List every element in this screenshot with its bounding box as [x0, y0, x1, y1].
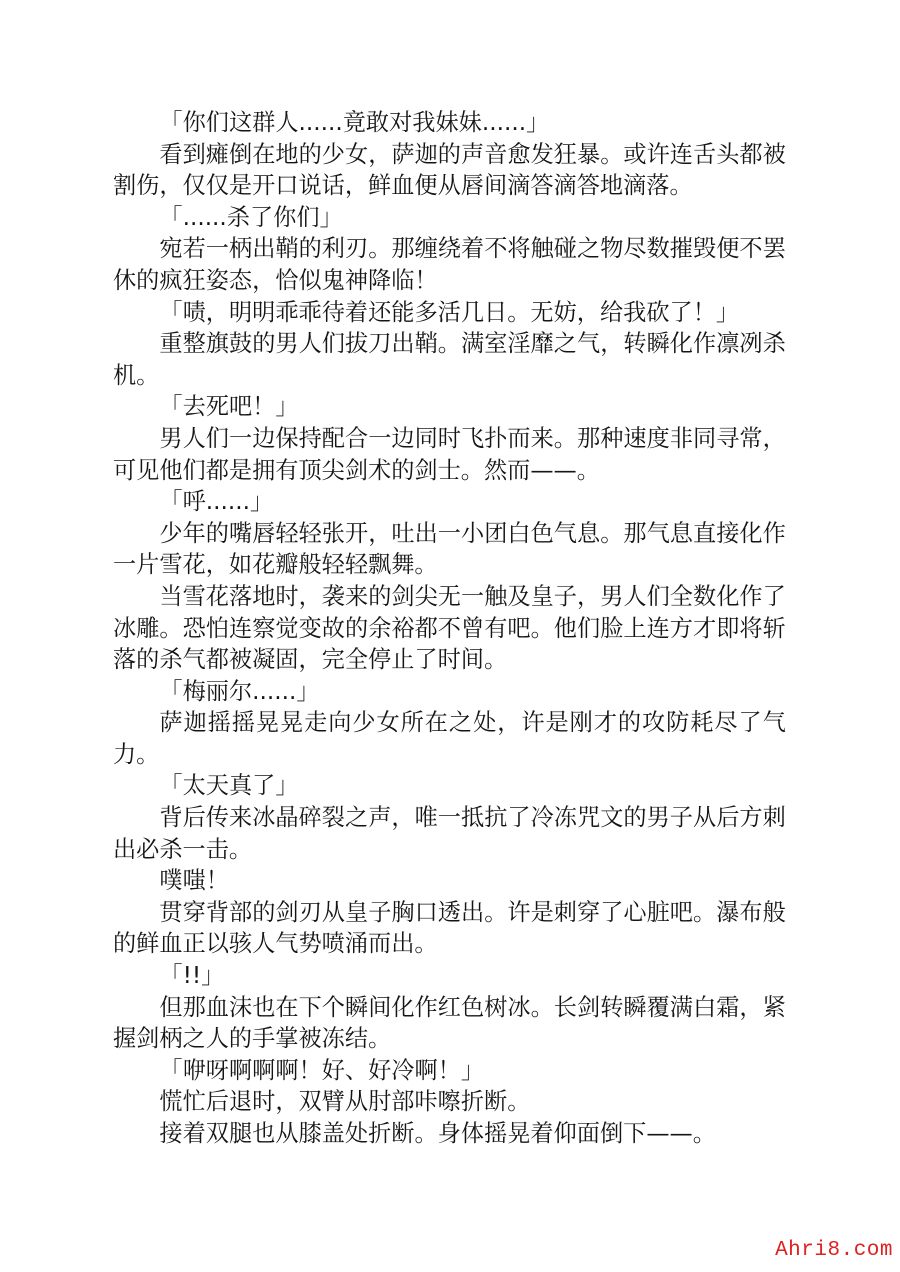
paragraph: 「咿呀啊啊啊！好、好冷啊！」 — [159, 1056, 485, 1084]
site-watermark: Ahri8.com — [775, 1239, 893, 1262]
paragraph: 「!!」 — [159, 962, 225, 990]
paragraph: 但那血沫也在下个瞬间化作红色树冰。长剑转瞬覆满白霜，紧握剑柄之人的手掌被冻结。 — [113, 993, 786, 1053]
paragraph: 男人们一边保持配合一边同时飞扑而来。那种速度非同寻常，可见他们都是拥有顶尖剑术的剑士。然而——。 — [113, 424, 786, 484]
paragraph: 「呼......」 — [159, 488, 274, 516]
paragraph: 「啧，明明乖乖待着还能多活几日。无妨，给我砍了！」 — [159, 298, 740, 326]
paragraph: 「你们这群人......竟敢对我妹妹......」 — [159, 109, 550, 136]
paragraph: 背后传来冰晶碎裂之声，唯一抵抗了冷冻咒文的男子从后方刺出必杀一击。 — [113, 804, 786, 863]
paragraph: 接着双腿也从膝盖处折断。身体摇晃着仰面倒下——。 — [159, 1120, 716, 1147]
paragraph: 「梅丽尔......」 — [159, 677, 320, 705]
paragraph: 噗嗤！ — [159, 867, 229, 895]
paragraph: 萨迦摇摇晃晃走向少女所在之处，许是刚才的攻防耗尽了气力。 — [113, 709, 786, 768]
paragraph: 慌忙后退时，双臂从肘部咔嚓折断。 — [159, 1088, 531, 1116]
paragraph: 当雪花落地时，袭来的剑尖无一触及皇子，男人们全数化作了冰雕。恐怕连察觉变故的余裕都不曾有吧。他们脸上连方才即将斩落的杀气都被凝固，完全停止了时间。 — [113, 582, 786, 674]
paragraph: 「......杀了你们」 — [159, 203, 343, 231]
paragraph: 贯穿背部的剑刃从皇子胸口透出。许是刺穿了心脏吧。瀑布般的鲜血正以骇人气势喷涌而出。 — [113, 898, 786, 958]
paragraph: 少年的嘴唇轻轻张开，吐出一小团白色气息。那气息直接化作一片雪花，如花瓣般轻轻飘舞。 — [113, 519, 786, 579]
paragraph: 「去死吧！」 — [159, 393, 299, 421]
paragraph: 「太天真了」 — [159, 772, 299, 800]
novel-text-block — [113, 107, 786, 1150]
paragraph: 宛若一柄出鞘的利刃。那缠绕着不将触碰之物尽数摧毁便不罢休的疯狂姿态，恰似鬼神降临！ — [113, 235, 786, 294]
paragraph: 看到瘫倒在地的少女，萨迦的声音愈发狂暴。或许连舌头都被割伤，仅仅是开口说话，鲜血便从唇间滴答滴答地滴落。 — [113, 140, 786, 200]
paragraph: 重整旗鼓的男人们拔刀出鞘。满室淫靡之气，转瞬化作凛冽杀机。 — [113, 330, 786, 389]
